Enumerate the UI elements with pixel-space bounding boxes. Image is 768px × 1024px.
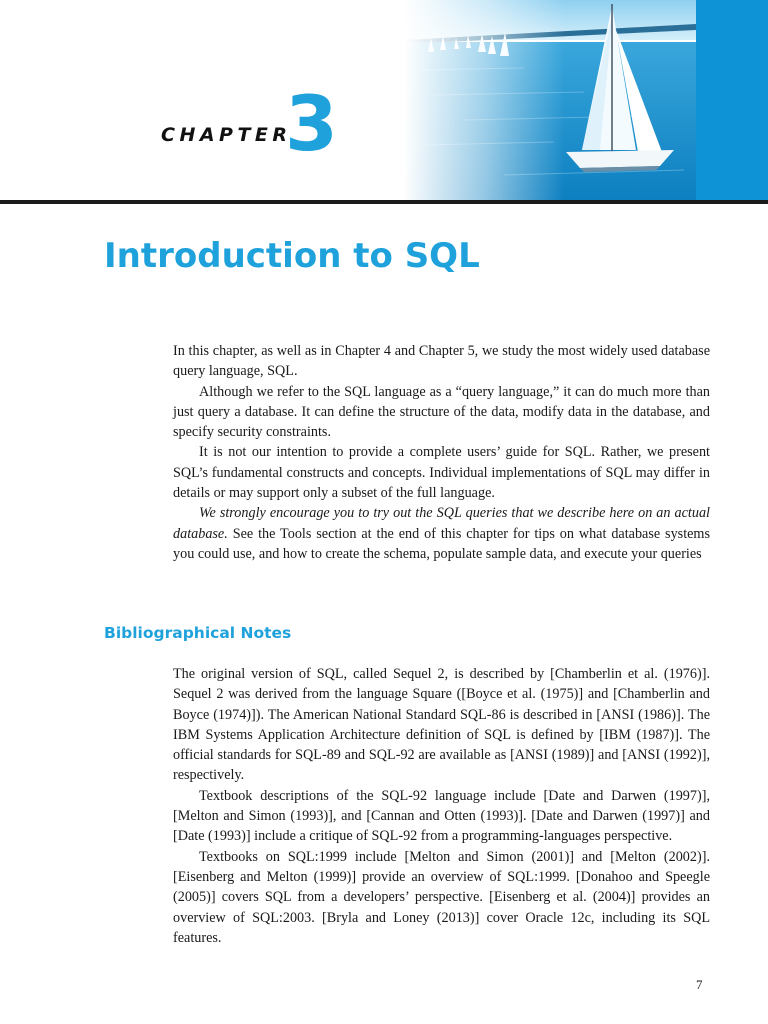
intro-paragraph-3: It is not our intention to provide a complete users’ guide for SQL. Rather, we present SQL’s fundamental constructs and concepts. Individual implementations of SQL may differ in details or may support only a subset of the full language. (173, 444, 710, 502)
chapter-number: 3 (285, 79, 338, 168)
bibliography-paragraph-1: The original version of SQL, called Sequel 2, is described by [Chamberlin et al. (1976)]. Sequel 2 was derived from the language Square ([Boyce et al. (1975)] and [Chamberlin and Boyce (1974)]). The American National Standard SQL-86 is described in [ANSI (1986)]. The IBM Systems Application Architecture definition of SQL is defined by [IBM (1987)]. The official standards for SQL-89 and SQL-92 are available as [ANSI (1989)] and [ANSI (1992)], respectively. (173, 666, 710, 784)
intro-text (173, 341, 710, 564)
chapter-header (0, 0, 768, 202)
accent-bar (696, 0, 768, 202)
bibliography-text (173, 664, 710, 948)
page-number: 7 (696, 977, 703, 992)
bibliography-paragraph-2: Textbook descriptions of the SQL-92 language include [Date and Darwen (1997)], [Melton and Simon (1993)], and [Cannan and Otten (1993)]. [Date and Darwen (1997)] and [Date (1993)] include a critique of SQL-92 from a programming-languages perspective. (173, 787, 710, 845)
intro-paragraph-4-text: See the Tools section at the end of this chapter for tips on what database systems you could use, and how to create the schema, populate sample data, and execute your queries (173, 525, 710, 562)
sailboat-photo (404, 0, 696, 202)
intro-emphasis: We strongly encourage you to try out the SQL queries that we describe here on an actual database. (173, 505, 710, 542)
chapter-title: Introduction to SQL (104, 236, 480, 276)
bibliography-paragraph-3: Textbooks on SQL:1999 include [Melton and Simon (2001)] and [Melton (2002)]. [Eisenberg and Melton (1999)] provide an overview of SQL:1999. [Donahoo and Speegle (2005)] covers SQL from a developers’ perspective. [Eisenberg et al. (2004)] provides an overview of SQL:2003. [Bryla and Loney (2013)] cover Oracle 12c, including its SQL features. (173, 848, 710, 946)
intro-paragraph-1: In this chapter, as well as in Chapter 4 and Chapter 5, we study the most widely used database query language, SQL. (173, 343, 710, 380)
bibliography-heading: Bibliographical Notes (104, 624, 292, 642)
intro-paragraph-4 (173, 503, 710, 564)
intro-paragraph-2: Although we refer to the SQL language as a “query language,” it can do much more than just query a database. It can define the structure of the data, modify data in the database, and specify security constraints. (173, 383, 710, 441)
chapter-label: CHAPTER (161, 124, 292, 146)
header-rule (0, 200, 768, 204)
